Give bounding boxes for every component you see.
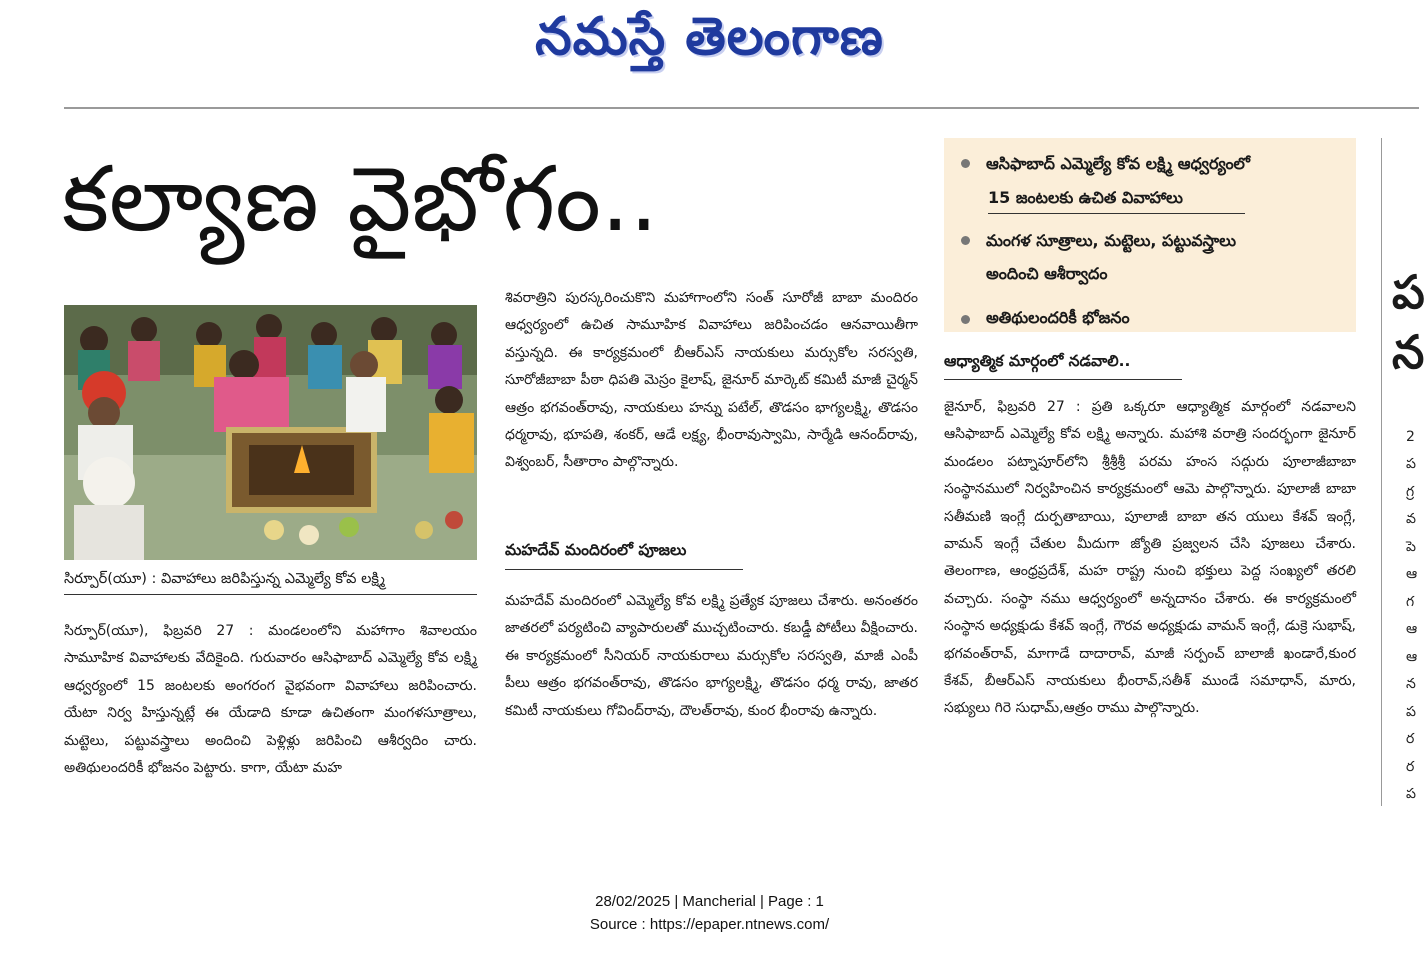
article-column-2-continued xyxy=(505,588,918,725)
article-column-2 xyxy=(505,285,918,477)
photo-caption: సిర్పూర్(యూ) : వివాహాలు జరిపిస్తున్న ఎమ్మెల్యే కోవ లక్ష్మి xyxy=(64,571,386,587)
newspaper-logo: నమస్తే తెలంగాణ xyxy=(535,6,884,67)
column-divider xyxy=(1381,138,1382,806)
adjacent-text-fragment: గ xyxy=(1406,594,1415,610)
highlight-item: మంగళ సూత్రాలు, మట్టెలు, పట్టువస్త్రాలు xyxy=(986,231,1237,250)
adjacent-headline-fragment: న xyxy=(1392,325,1425,379)
bullet-icon xyxy=(961,236,970,245)
bullet-icon xyxy=(961,315,970,324)
adjacent-text-fragment: ప xyxy=(1406,704,1416,720)
adjacent-text-fragment: న xyxy=(1406,676,1416,692)
adjacent-text-fragment: ప xyxy=(1406,456,1416,472)
footer-date-edition: 28/02/2025 | Mancherial | Page : 1 xyxy=(595,893,824,910)
highlight-item: అందించి ఆశీర్వాదం xyxy=(986,264,1108,283)
adjacent-text-fragment: ఆ xyxy=(1406,649,1418,665)
subheading-spiritual-path: ఆధ్యాత్మిక మార్గంలో నడవాలి.. xyxy=(944,352,1131,370)
subheading-underline xyxy=(944,379,1182,380)
article-paragraph: శివరాత్రిని పురస్కరించుకొని మహాగాంలోని సంత్ సూరోజీ బాబా మందిరం ఆధ్వర్యంలో ఉచిత సామూహిక వివాహాలు జరిపించడం ఆనవాయితీగా వస్తున్నది. ఈ కార్యక్రమంలో బీఆర్ఎస్ నాయకులు మర్సుకోల సరస్వతి, సూరోజీబాబా పీఠా ధిపతి మెస్రం కైలాష్, జైనూర్ మార్కెట్ కమిటీ మాజీ చైర్మన్ ఆత్రం భగవంత్‌రావు, నాయకులు హన్ను పటేల్, తొడసం భాగ్యలక్ష్మి, తొడసం ధర్మరావు, భూపతి, శంకర్, ఆడే లక్ష్య, భీంరావుస్వామి, సార్మేడి ఆనంద్‌రావు, విశ్వంబర్, సీతారాం పాల్గొన్నారు. xyxy=(505,290,918,471)
bullet-icon xyxy=(961,159,970,168)
highlight-item: అతిథులందరికీ భోజనం xyxy=(986,308,1130,327)
article-paragraph: మహదేవ్ మందిరంలో ఎమ్మెల్యే కోవ లక్ష్మి ప్రత్యేక పూజలు చేశారు. అనంతరం జాతరలో పర్యటించి వ్యాపారులతో ముచ్చటించారు. కబడ్డీ పోటీలు వీక్షించారు. ఈ కార్యక్రమంలో సీనియర్ నాయకురాలు మర్సుకోల సరస్వతి, మాజీ ఎంపీ పీలు ఆత్రం భగవంత్‌రావు, తొడసం భాగ్యలక్ష్మి, తొడసం ధర్మ రావు, జాతర కమిటీ నాయకులు గోవింద్‌రావు, దౌలత్‌రావు, కుంర భీంరావు ఉన్నారు. xyxy=(505,593,918,719)
adjacent-text-fragment: పె xyxy=(1406,539,1416,555)
highlight-underline xyxy=(988,213,1245,214)
adjacent-text-fragment: ఆ xyxy=(1406,621,1418,637)
adjacent-text-fragment: ఆ xyxy=(1406,566,1418,582)
adjacent-text-fragment: ర xyxy=(1406,759,1415,775)
subheading-underline xyxy=(505,569,743,570)
caption-divider xyxy=(64,594,477,595)
wedding-ceremony-photo xyxy=(64,305,477,560)
article-column-1 xyxy=(64,618,477,782)
article-paragraph: జైనూర్, ఫిబ్రవరి 27 : ప్రతి ఒక్కరూ ఆధ్యాత్మిక మార్గంలో నడవాలని ఆసిఫాబాద్ ఎమ్మెల్యే కోవ లక్ష్మి అన్నారు. మహాశి వరాత్రి సందర్భంగా జైనూర్ మండలం పట్నాపూర్‌లోని శ్రీశ్రీశ్రీ పరమ హంస సద్గురు పూలాజీబాబా సంస్థానములో నిర్వహించిన కార్యక్రమంలో ఆమె పాల్గొన్నారు. పూలాజీ బాబా సతీమణి ఇంగ్లే దుర్పతాబాయి, పూలాజీ బాబా తన యులు కేశవ్ ఇంగ్లే, వామన్ ఇంగ్లే చేతుల మీదుగా జ్యోతి ప్రజ్వలన చేసి పూజలు చేశారు. తెలంగాణ, ఆంధ్రప్రదేశ్, మహ రాష్ట్ర నుంచి భక్తులు పెద్ద సంఖ్యలో తరలి వచ్చారు. సంస్థా నము ఆధ్వర్యంలో అన్నదానం చేశారు. ఈ కార్యక్రమంలో సంస్థాన అధ్యక్షుడు కేశవ్ ఇంగ్లే, గౌరవ అధ్యక్షుడు వామన్ ఇంగ్లే, డుక్రె సుభాష్, భగవంత్‌రావ్, మాగాడే దాదారావ్, మాజీ సర్పంచ్ బాలాజీ ఖండారే,కుంర కేశవ్, బీఆర్ఎస్ నాయకులు భీంరావ్,సతీశ్ ముండే సమాధాన్, మారు, సభ్యులు గిరె సుధామ్,ఆత్రం రాము పాల్గొన్నారు. xyxy=(944,399,1356,717)
adjacent-text-fragment: ర xyxy=(1406,731,1415,747)
adjacent-headline-fragment: ప xyxy=(1392,265,1425,319)
adjacent-text-fragment: 2 xyxy=(1406,429,1415,445)
headline: కల్యాణ వైభోగం.. xyxy=(62,147,659,252)
highlight-item: 15 జంటలకు ఉచిత వివాహాలు xyxy=(988,188,1183,207)
masthead xyxy=(0,6,1419,86)
adjacent-text-fragment: ప xyxy=(1406,786,1416,802)
subheading-mahadev-temple: మహదేవ్ మందిరంలో పూజలు xyxy=(505,541,687,559)
masthead-divider xyxy=(64,107,1419,109)
adjacent-text-fragment: వ xyxy=(1406,511,1416,527)
adjacent-text-fragment: గ్ర xyxy=(1406,484,1415,500)
highlight-item: ఆసిఫాబాద్ ఎమ్మెల్యే కోవ లక్ష్మి ఆధ్వర్యంలో xyxy=(986,154,1251,173)
footer-source-link[interactable]: Source : https://epaper.ntnews.com/ xyxy=(589,916,830,933)
article-column-3 xyxy=(944,394,1356,723)
highlights-box xyxy=(944,138,1356,332)
article-paragraph: సిర్పూర్(యూ), ఫిబ్రవరి 27 : మండలంలోని మహాగాం శివాలయం సామూహిక వివాహాలకు వేదికైంది. గురువారం ఆసిఫాబాద్ ఎమ్మెల్యే కోవ లక్ష్మి ఆధ్వర్యంలో 15 జంటలకు అంగరంగ వైభవంగా వివాహాలు జరిపించారు. యేటా నిర్వ హిస్తున్నట్లే ఈ యేడాది కూడా ఉచితంగా మంగళసూత్రాలు, మట్టెలు, పట్టువస్త్రాలు అందించి పెళ్లిళ్లు జరిపించి ఆశీర్వదిం చారు. అతిథులందరికీ భోజనం పెట్టారు. కాగా, యేటా మహ xyxy=(64,623,477,777)
